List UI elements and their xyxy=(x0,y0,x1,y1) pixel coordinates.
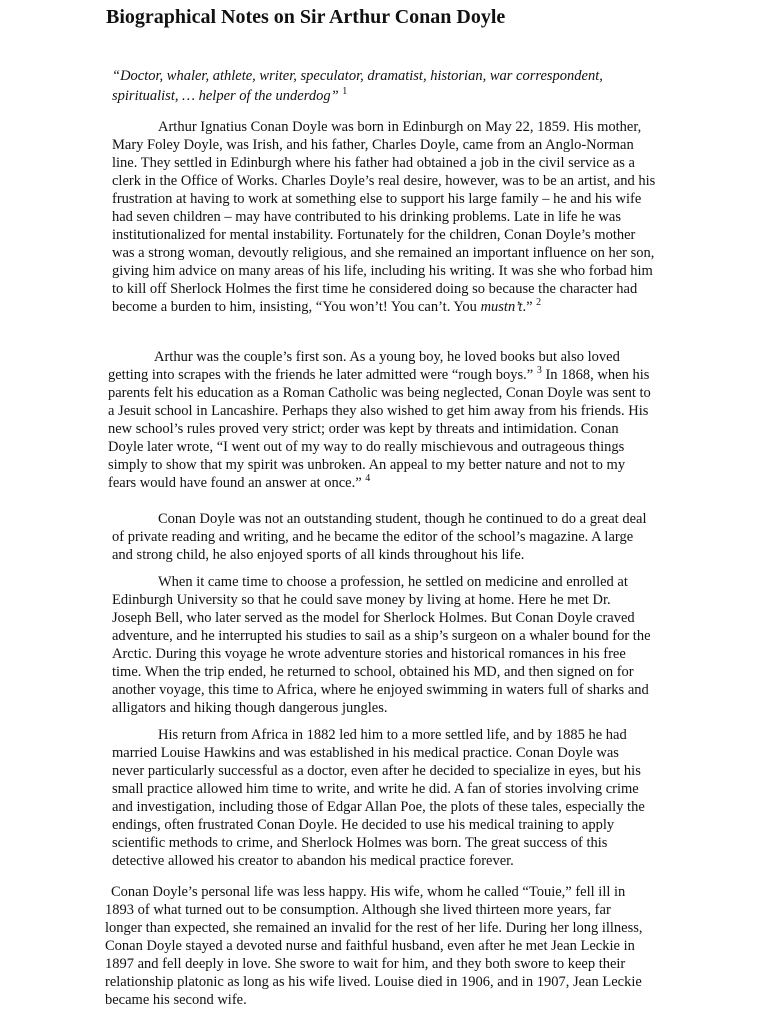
paragraph-1-end: .” xyxy=(522,299,533,315)
paragraph-4: When it came time to choose a profession, he settled on medicine and enrolled at Edinburgh University so that he could save money by living at home. Here he met Dr. Joseph Bell, who later served as the model for Sherlock Holmes. But Conan Doyle craved adventure, and he interrupted his studies to sail as a ship’s surgeon on a whaler bound for the Arctic. During this voyage he wrote adventure stories and historical romances in his free time. When the trip ended, he returned to school, obtained his MD, and then signed on for another voyage, this time to Africa, where he enjoyed swimming in waters full of sharks and alligators and hiking though dangerous jungles. xyxy=(112,574,651,716)
paragraph-1-emphasis: mustn’t xyxy=(480,299,523,315)
paragraph-1 xyxy=(112,118,656,316)
footnote-ref-4: 4 xyxy=(365,473,371,485)
footnote-ref-1: 1 xyxy=(342,86,348,98)
paragraph-6: Conan Doyle’s personal life was less happy. His wife, whom he called “Touie,” fell ill in 1893 of what turned out to be consumption. Although she lived thirteen more years, far longer than expected, she remained an invalid for the rest of her life. During her long illness, Conan Doyle stayed a devoted nurse and faithful husband, even after he met Jean Leckie in 1897 and fell deeply in love. She swore to wait for him, and they both swore to keep their relationship platonic as long as his wife lived. Louise died in 1906, and in 1907, Jean Leckie became his second wife. xyxy=(105,884,643,1008)
paragraph-1-text: Arthur Ignatius Conan Doyle was born in Edinburgh on May 22, 1859. His mother, Mary Foley Doyle, was Irish, and his father, Charles Doyle, came from an Anglo-Norman line. They settled in Edinburgh where his father had obtained a job in the civil service as a clerk in the Office of Works. Charles Doyle’s real desire, however, was to be an artist, and his frustration at having to work at something else to support his large family – he and his wife had seven children – may have contributed to his drinking problems. Late in life he was institutionalized for mental instability. Fortunately for the children, Conan Doyle’s mother was a strong woman, devoutly religious, and she remained an important influence on her son, giving him advice on many areas of his life, including his writing. It was she who forbad him to kill off Sherlock Holmes the first time he considered doing so because the character had become a burden to him, insisting, “You won’t! You can’t. You xyxy=(112,119,656,315)
paragraph-2-text: Arthur was the couple’s first son. As a young boy, he loved books but also loved getting into scrapes with the friends he later admitted were “rough boys.” xyxy=(108,349,620,383)
document-title: Biographical Notes on Sir Arthur Conan Doyle xyxy=(106,6,506,28)
paragraph-5: His return from Africa in 1882 led him to a more settled life, and by 1885 he had married Louise Hawkins and was established in his medical practice. Conan Doyle was never particularly successful as a doctor, even after he decided to specialize in eyes, but his small practice allowed him time to write, and write he did. A fan of stories involving crime and investigation, including those of Edgar Allan Poe, the plots of these tales, especially the endings, often frustrated Conan Doyle. He decided to use his medical training to apply scientific methods to crime, and Sherlock Holmes was born. The great success of this detective allowed his creator to abandon his medical practice forever. xyxy=(112,727,645,869)
epigraph-text: “Doctor, whaler, athlete, writer, speculator, dramatist, historian, war correspondent, spiritualist, … helper of the underdog” xyxy=(112,68,603,104)
paragraph-3: Conan Doyle was not an outstanding student, though he continued to do a great deal of private reading and writing, and he became the editor of the school’s magazine. A large and strong child, he also enjoyed sports of all kinds throughout his life. xyxy=(112,511,647,563)
paragraph-2-continued: In 1868, when his parents felt his education as a Roman Catholic was being neglected, Conan Doyle was sent to a Jesuit school in Lancashire. Perhaps they also wished to get him away from his friends. His new school’s rules proved very strict; order was kept by threats and intimidation. Conan Doyle later wrote, “I went out of my way to do really mischievous and outrageous things simply to show that my spirit was unbroken. An appeal to my better nature and not to my fears would have found an answer at once.” xyxy=(108,367,651,491)
paragraph-2 xyxy=(108,348,653,492)
footnote-ref-3: 3 xyxy=(536,365,542,377)
footnote-ref-2: 2 xyxy=(536,297,542,309)
epigraph-quote xyxy=(112,66,672,106)
